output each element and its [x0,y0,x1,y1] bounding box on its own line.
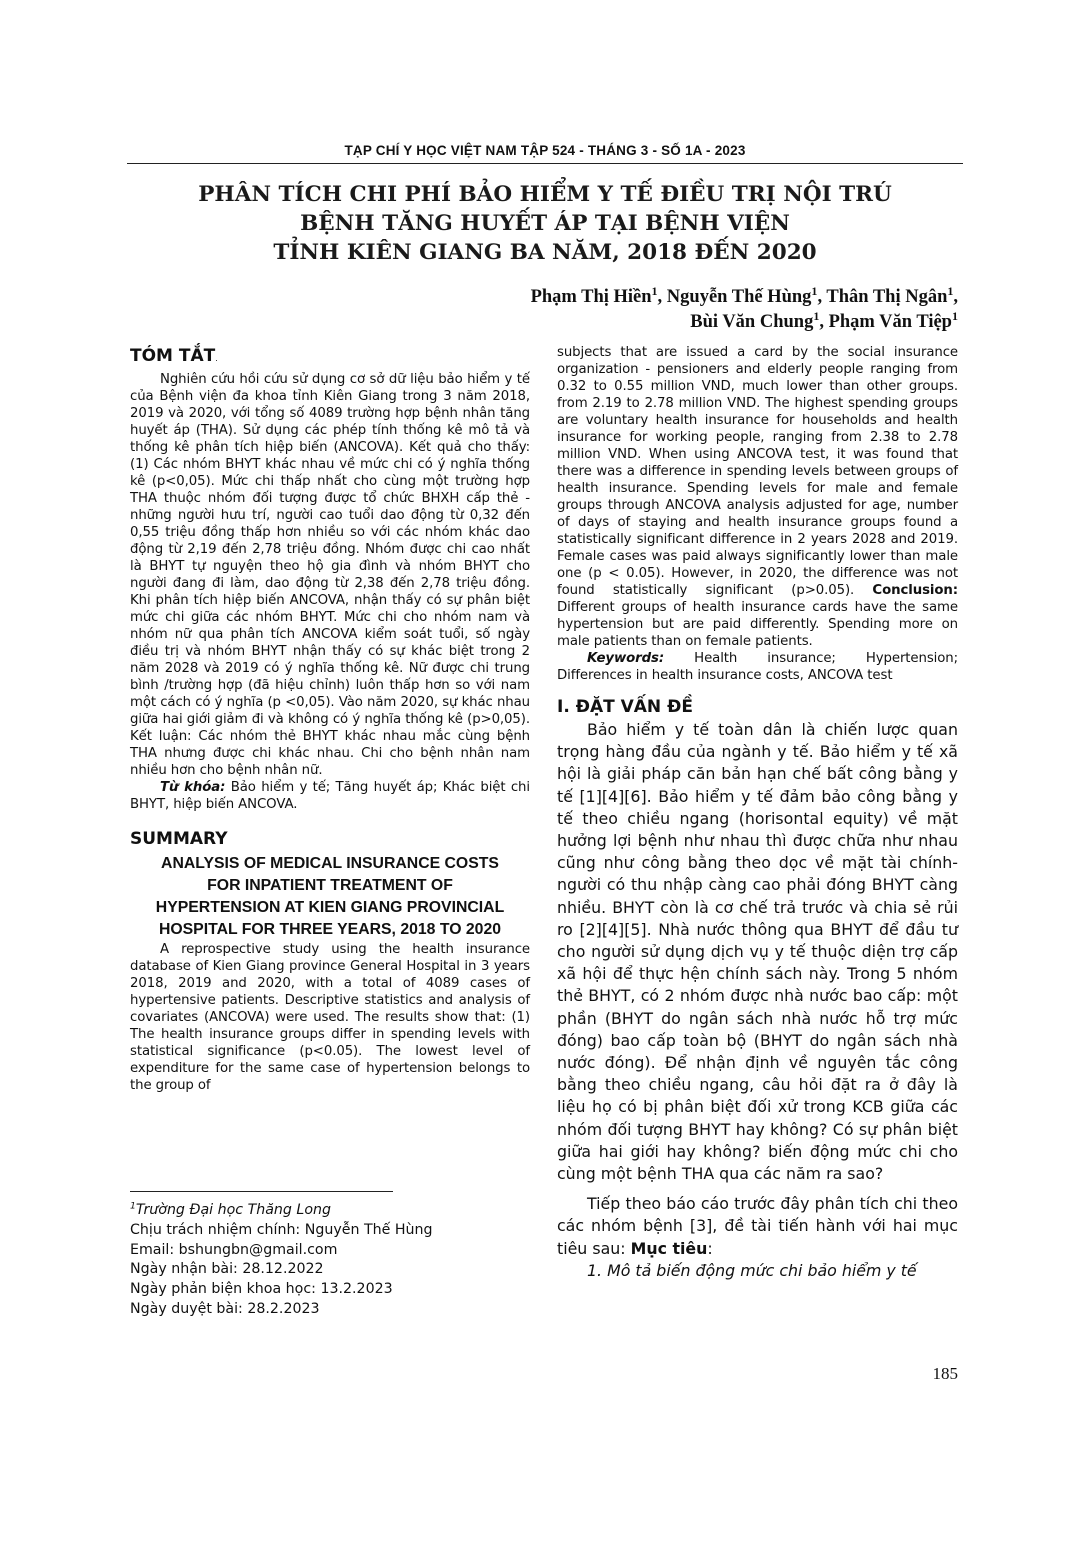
summary-title-line: HYPERTENSION AT KIEN GIANG PROVINCIAL [155,899,505,916]
conclusion-label: Conclusion: [872,583,958,598]
author-separator: , [953,287,958,307]
title-line: BỆNH TĂNG HUYẾT ÁP TẠI BỆNH VIỆN [300,211,790,236]
author-affiliation: 1 [951,308,958,323]
left-column [130,344,530,1094]
intro-paragraph-2 [557,1193,958,1260]
article-title [127,180,963,267]
journal-header: TẠP CHÍ Y HỌC VIỆT NAM TẬP 524 - THÁNG 3 - SỐ 1A - 2023 [344,143,746,158]
footnote-email: Email: bshungbn@gmail.com [130,1241,338,1258]
footnote-received: Ngày nhận bài: 28.12.2022 [130,1261,324,1278]
author-affiliation: 1 [947,283,954,298]
intro-paragraph-1: Bảo hiểm y tế toàn dân là chiến lược quan trọng hàng đầu của ngành y tế. Bảo hiểm y tế xã hội là giải pháp căn bản hạn chế bất công bằng y tế [1][4][6]. Bảo hiểm y tế đảm bảo công bằng y tế theo chiều ngang (horisontal equity) về mặt hưởng lợi bệnh như nhau thì được chữa như nhau cũng như công bằng theo dọc về mặt tài chính-người có thu nhập càng cao phải đóng BHYT càng nhiều. BHYT còn là cơ chế trả trước và chia sẻ rủi ro [2][4][5]. Nhà nước thông qua BHYT để đầu tư cho người sử dụng dịch vụ y tế thuộc diện trợ cấp xã hội để thực hện chính sách này. Trong 5 nhóm thẻ BHYT, có 2 nhóm được nhà nước bao cấp: một phần (BHYT do ngân sách nhà nước hỗ trợ mức đóng) bao cấp toàn bộ (BHYT do ngân sách nhà nước đóng). Để nhận định về nguyên tắc công bằng theo chiều ngang, câu hỏi đặt ra ở đây là liệu họ có bị phân biệt đối xử trong KCB giữa các nhóm đối tượng BHYT hay không? Có sự phân biệt giữa hai giới hay không? biến động mức chi cho cùng một bệnh THA qua các năm ra sao? [557,720,958,1184]
author-affiliation: 1 [813,308,820,323]
abstract-heading-mark: . [215,354,218,363]
summary-title [130,853,530,941]
conclusion-text: Different groups of health insurance cards have the same hypertension but are paid differently. Spending more on male patients than on female patients. [557,600,958,649]
abstract-keywords [130,779,530,813]
header-rule [127,163,963,164]
author-name: Thân Thị Ngân [826,287,948,307]
abstract-heading [130,344,530,371]
footnote-responsible: Chịu trách nhiệm chính: Nguyễn Thế Hùng [130,1221,433,1238]
summary-title-line: FOR INPATIENT TREATMENT OF [207,877,453,894]
abstract-heading-text: TÓM TẮT [130,346,216,366]
footnote-reviewed: Ngày phản biện khoa học: 13.2.2023 [130,1281,393,1298]
author-affiliation: 1 [811,283,818,298]
page-number: 185 [932,1364,958,1383]
title-line: PHÂN TÍCH CHI PHÍ BẢO HIỂM Y TẾ ĐIỀU TRỊ NỘI TRÚ [198,182,892,207]
keywords-label: Từ khóa: [160,780,226,795]
author-affiliation: 1 [651,283,658,298]
footnotes [130,1201,530,1320]
summary-keywords-label: Keywords: [587,651,665,666]
author-name: Bùi Văn Chung [690,312,814,332]
title-line: TỈNH KIÊN GIANG BA NĂM, 2018 ĐẾN 2020 [273,240,817,265]
footnote-accepted: Ngày duyệt bài: 28.2.2023 [130,1300,320,1317]
author-name: Phạm Văn Tiệp [828,312,952,332]
summary-heading: SUMMARY [130,829,228,849]
footnote-rule [130,1191,393,1192]
author-name: Phạm Thị Hiền [530,287,652,307]
summary-title-line: ANALYSIS OF MEDICAL INSURANCE COSTS [161,855,499,872]
footnote-affiliation [130,1201,530,1221]
keywords-text: Bảo hiểm y tế; Tăng huyết áp; Khác biệt chi BHYT, hiệp biến ANCOVA. [130,780,530,812]
summary-title-line: HOSPITAL FOR THREE YEARS, 2018 TO 2020 [158,921,502,938]
author-separator: , [817,287,827,307]
author-name: Nguyễn Thế Hùng [666,287,812,307]
summary-results-text: subjects that are issued a card by the social insurance organization - pensioners and elderly people ranging from 0.32 to 0.55 million VND, much lower than other groups. from 2.19 to 2.78 million VND. The highest spending groups are voluntary health insurance for households and health insurance for working people, ranging from 2.38 to 2.78 million VND. When using ANCOVA test, it was found that there was a difference in spending levels between groups of health insurance. Spending levels for male and female groups through ANCOVA analysis adjusted for age, number of days of staying and health insurance groups found a statistically significant difference in 2 years 2028 and 2019. Female cases was paid always significantly lower than male one (p < 0.05). However, in 2020, the difference was not found statistically significant (p>0.05). [557,345,958,598]
objective-label: Mục tiêu [630,1238,708,1258]
objective-1: 1. Mô tả biến động mức chi bảo hiểm y tế [587,1260,917,1280]
summary-keywords-text: Health insurance; Hypertension; Differences in health insurance costs, ANCOVA test [557,651,958,683]
section-heading-intro: I. ĐẶT VẤN ĐỀ [557,697,693,717]
summary-paragraph-part1: A reprospective study using the health insurance database of Kien Giang province General Hospital in 3 years 2018, 2019 and 2020, with a total of 4089 cases of hypertensive patients. Descriptive statistics and analysis of covariates (ANCOVA) were used. The results show that: (1) The health insurance groups differ in spending levels with statistical significance (p<0.05). The lowest level of expenditure for the same case of hypertension belongs to the group of [130,942,530,1093]
abstract-paragraph: Nghiên cứu hồi cứu sử dụng cơ sở dữ liệu bảo hiểm y tế của Bệnh viện đa khoa tỉnh Kiên Giang trong 3 năm 2018, 2019 và 2020, với tổng số 4089 trường hợp bệnh nhân tăng huyết áp (THA). Sử dụng các phép tính thống kê mô tả và thống kê phân tích hiệp biến (ANCOVA). Kết quả cho thấy: (1) Các nhóm BHYT khác nhau về mức chi có ý nghĩa thống kê (p<0,05). Mức chi thấp nhất cho cùng một trường hợp THA thuộc nhóm đối tượng được tổ chức BHXH cấp thẻ - những người hưu trí, người cao tuổi dao động từ 0,32 đến 0,55 triệu đồng thấp hơn nhiều so với các nhóm khác dao động từ 2,19 đến 2,78 triệu đồng. Nhóm được chi cao nhất là BHYT tự nguyện theo hộ gia đình và nhóm BHYT cho người đang đi làm, dao động từ 2,38 đến 2,78 triệu đồng. Khi phân tích hiệp biến ANCOVA, nhận thấy có sự phân biệt mức chi giữa các nhóm BHYT. Mức chi cho nhóm nam và nhóm nữ qua phân tích ANCOVA kiểm soát tuổi, số ngày điều trị và nhóm BHYT nhận thấy có sự khác biệt trong 2 năm 2028 và 2019 có ý nghĩa thống kê. Nữ được chi trung bình /trường hợp (đã hiệu chỉnh) luôn thấp hơn so với nam một cách có ý nghĩa (p <0,05). Vào năm 2020, sự khác nhau giữa hai giới giảm đi và không có ý nghĩa thống kê (p>0,05). Kết luận: Các nhóm thẻ BHYT khác nhau mắc cùng bệnh THA nhưng được chi khác nhau. Chi cho bệnh nhân nam nhiều hơn cho bệnh nhân nữ. [130,372,530,778]
author-line-2 [531,310,958,335]
summary-paragraph-part2 [557,344,958,650]
right-column [557,344,958,1282]
author-separator: , [819,312,829,332]
author-separator: , [657,287,667,307]
objective-colon: : [707,1238,713,1258]
author-line-1 [531,285,958,310]
author-list [531,285,958,335]
footnote-affiliation-text: Trường Đại học Thăng Long [135,1202,332,1218]
summary-keywords [557,650,958,684]
intro-paragraph-2-text: Tiếp theo báo cáo trước đây phân tích chi theo các nhóm bệnh [3], đề tài tiến hành với hai mục tiêu sau: [557,1194,958,1258]
footnote-affiliation-mark: 1 [130,1200,136,1212]
